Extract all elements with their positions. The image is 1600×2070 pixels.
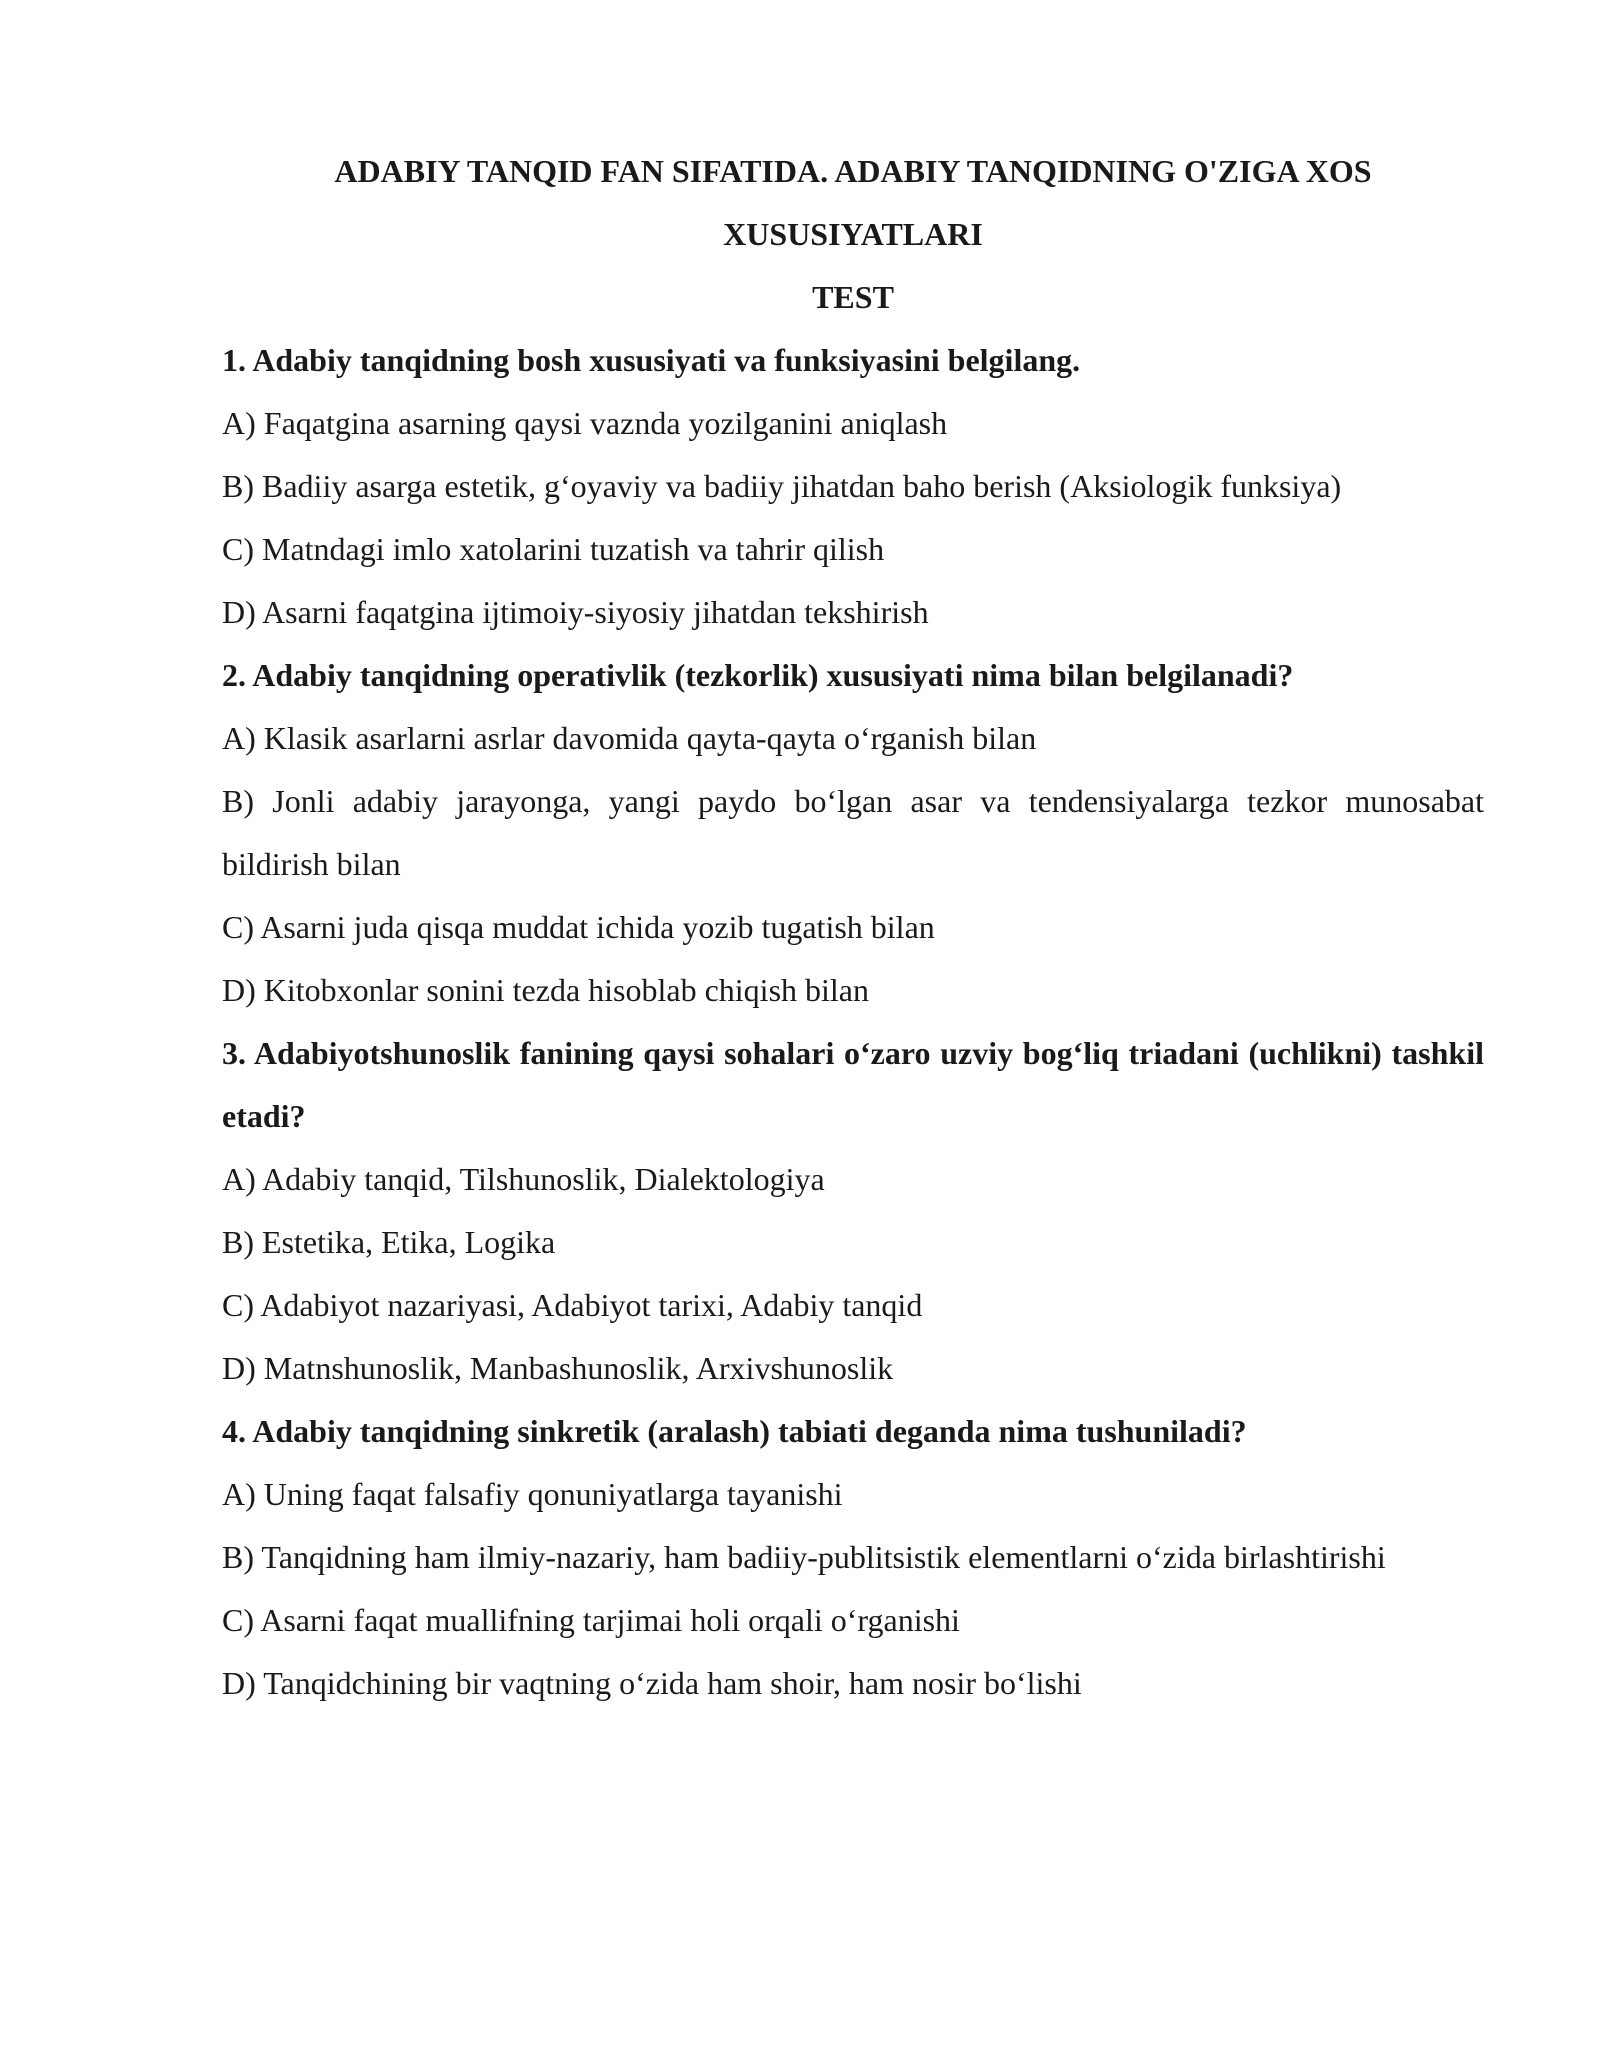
answer-option-d: D) Tanqidchining bir vaqtning o‘zida ham shoir, ham nosir bo‘lishi — [222, 1665, 1082, 1701]
answer-option-b: B) Badiiy asarga estetik, g‘oyaviy va badiiy jihatdan baho berish (Aksiologik funksiya) — [222, 468, 1342, 504]
question-text: 3. Adabiyotshunoslik fanining qaysi sohalari o‘zaro uzviy bog‘liq triadani (uchlikni) tashkil etadi? — [222, 1035, 1484, 1134]
question-1 — [222, 329, 1484, 644]
answer-option-c: C) Asarni faqat muallifning tarjimai holi orqali o‘rganishi — [222, 1602, 960, 1638]
document-page — [222, 140, 1484, 1715]
answer-option-b: B) Jonli adabiy jarayonga, yangi paydo bo‘lgan asar va tendensiyalarga tezkor munosabat bildirish bilan — [222, 783, 1484, 882]
question-3 — [222, 1022, 1484, 1400]
question-2 — [222, 644, 1484, 1022]
question-text: 2. Adabiy tanqidning operativlik (tezkorlik) xususiyati nima bilan belgilanadi? — [222, 657, 1294, 693]
answer-option-d: D) Matnshunoslik, Manbashunoslik, Arxivshunoslik — [222, 1350, 894, 1386]
answer-option-a: A) Adabiy tanqid, Tilshunoslik, Dialektologiya — [222, 1161, 825, 1197]
document-subtitle: TEST — [812, 279, 894, 315]
answer-option-b: B) Estetika, Etika, Logika — [222, 1224, 556, 1260]
answer-option-c: C) Matndagi imlo xatolarini tuzatish va tahrir qilish — [222, 531, 885, 567]
document-title: ADABIY TANQID FAN SIFATIDA. ADABIY TANQIDNING O'ZIGA XOS XUSUSIYATLARI — [334, 153, 1372, 252]
answer-option-c: C) Asarni juda qisqa muddat ichida yozib tugatish bilan — [222, 909, 935, 945]
answer-option-c: C) Adabiyot nazariyasi, Adabiyot tarixi, Adabiy tanqid — [222, 1287, 923, 1323]
question-4 — [222, 1400, 1484, 1715]
answer-option-a: A) Uning faqat falsafiy qonuniyatlarga tayanishi — [222, 1476, 843, 1512]
answer-option-b: B) Tanqidning ham ilmiy-nazariy, ham badiiy-publitsistik elementlarni o‘zida birlashtirishi — [222, 1539, 1386, 1575]
answer-option-d: D) Kitobxonlar sonini tezda hisoblab chiqish bilan — [222, 972, 869, 1008]
question-text: 1. Adabiy tanqidning bosh xususiyati va funksiyasini belgilang. — [222, 342, 1081, 378]
answer-option-d: D) Asarni faqatgina ijtimoiy-siyosiy jihatdan tekshirish — [222, 594, 929, 630]
answer-option-a: A) Faqatgina asarning qaysi vaznda yozilganini aniqlash — [222, 405, 948, 441]
question-text: 4. Adabiy tanqidning sinkretik (aralash) tabiati deganda nima tushuniladi? — [222, 1413, 1247, 1449]
answer-option-a: A) Klasik asarlarni asrlar davomida qayta-qayta o‘rganish bilan — [222, 720, 1037, 756]
